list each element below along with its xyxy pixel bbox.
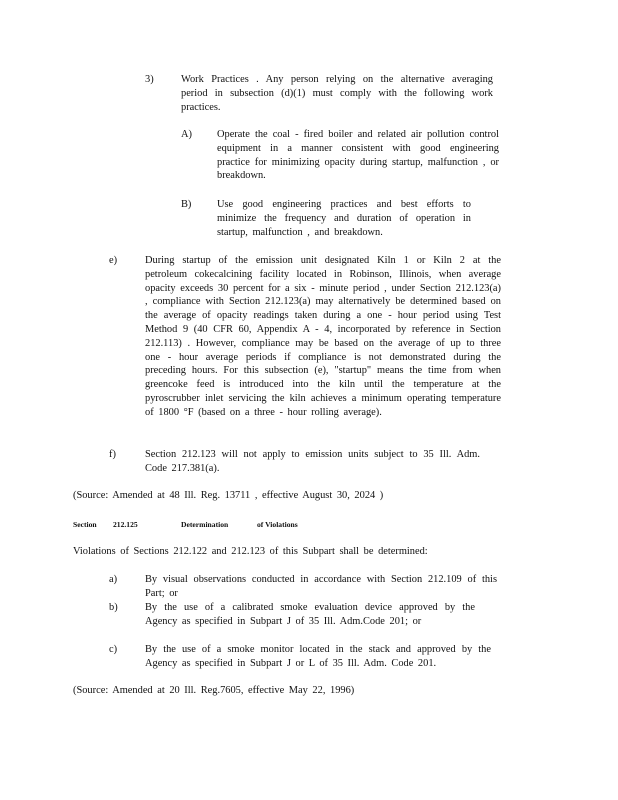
item-va-label: a)	[109, 574, 118, 585]
section-title-part-2: of Violations	[257, 520, 298, 529]
item-vb-label: b)	[109, 602, 118, 613]
item-3-text: Work Practices . Any person relying on the alternative averaging period in subsection (d)(1) must comply with the following work practices.	[181, 74, 493, 113]
item-vc-text: By the use of a smoke monitor located in the stack and approved by the Agency as specified in Subpart J or L of 35 Ill. Adm. Code 201.	[145, 644, 491, 669]
item-f-label: f)	[109, 449, 116, 460]
item-f-text: Section 212.123 will not apply to emission units subject to 35 Ill. Adm. Code 217.381(a).	[145, 449, 480, 474]
item-b-text: Use good engineering practices and best efforts to minimize the frequency and duration of operation in startup, malfunction , and breakdown.	[217, 199, 471, 238]
item-va-text: By visual observations conducted in accordance with Section 212.109 of this Part; or	[145, 574, 497, 599]
source-note-2: (Source: Amended at 20 Ill. Reg.7605, effective May 22, 1996)	[73, 685, 355, 696]
item-3-label: 3)	[145, 74, 154, 85]
intro-sentence: Violations of Sections 212.122 and 212.123 of this Subpart shall be determined:	[73, 546, 428, 557]
item-b-label: B)	[181, 199, 192, 210]
item-a-label: A)	[181, 129, 192, 140]
section-label: Section	[73, 520, 97, 529]
item-vc-label: c)	[109, 644, 118, 655]
section-title-part-1: Determination	[181, 520, 229, 529]
item-vb-text: By the use of a calibrated smoke evaluation device approved by the Agency as specified in Subpart J of 35 Ill. Adm.Code 201; or	[145, 602, 475, 627]
item-e-label: e)	[109, 255, 118, 266]
source-note-1: (Source: Amended at 48 Ill. Reg. 13711 , effective August 30, 2024 )	[73, 490, 384, 501]
item-e-text: During startup of the emission unit designated Kiln 1 or Kiln 2 at the petroleum cokecalcining facility located in Robinson, Illinois, when average opacity exceeds 30 percent for a six - minute period , under Section 212.123(a) , compliance with Section 212.123(a) may alternatively be determined based on the average of opacity readings taken during a one - hour period using Test Method 9 (40 CFR 60, Appendix A - 4, incorporated by reference in Section 212.113) . However, compliance may be based on the average of up to three one - hour average periods if compliance is not demonstrated during the preceding hours. For this subsection (e), "startup" means the time from when greencoke feed is introduced into the kiln until the temperature at the pyroscrubber inlet servicing the kiln achieves a minimum operating temperature of 1800 °F (based on a three - hour rolling average).	[145, 255, 501, 418]
section-number: 212.125	[113, 520, 138, 529]
item-a-text: Operate the coal - fired boiler and related air pollution control equipment in a manner consistent with good engineering practice for minimizing opacity during startup, malfunction , or breakdown.	[217, 129, 499, 182]
